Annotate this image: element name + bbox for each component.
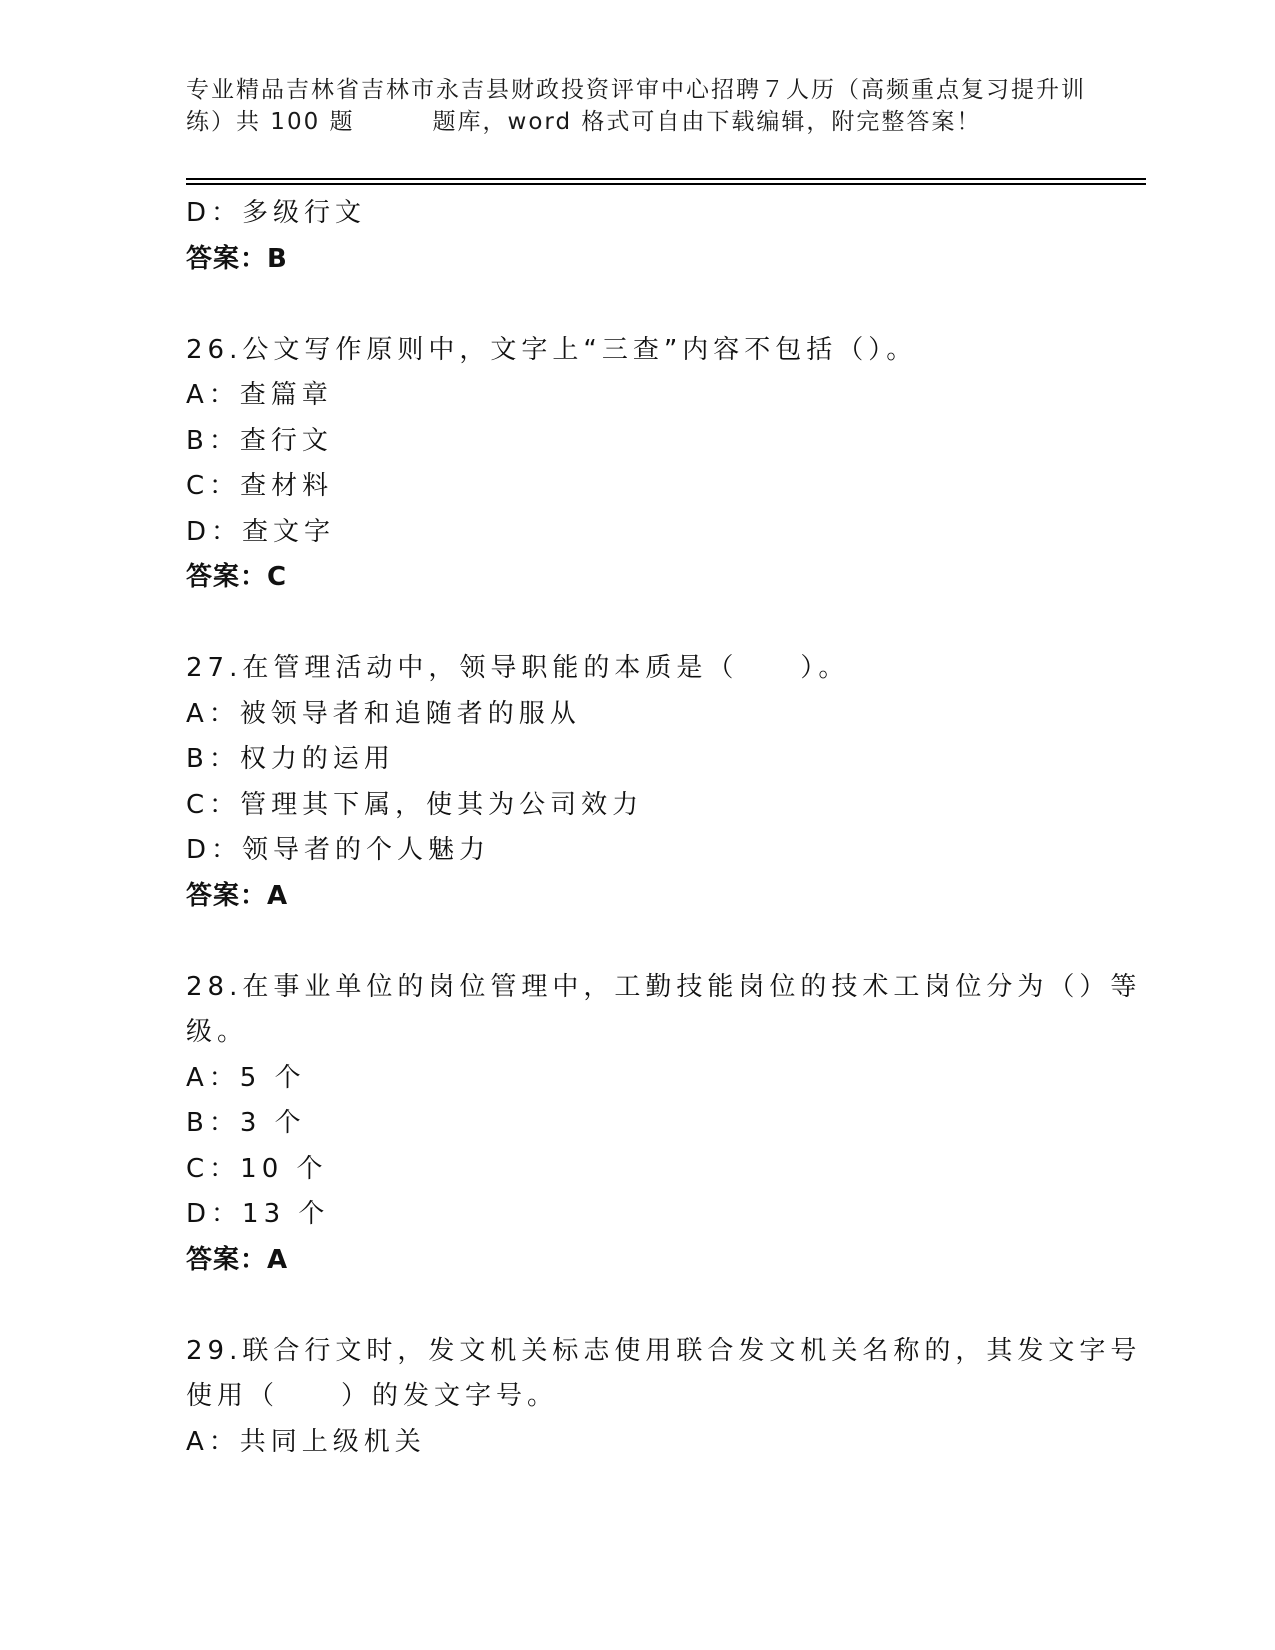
option-a: A：共同上级机关 — [186, 1426, 426, 1457]
question-text: 26.公文写作原则中，文字上“三查”内容不包括（）。 — [186, 334, 918, 365]
option-b: B：3 个 — [186, 1108, 306, 1138]
answer: 答案：A — [186, 1244, 289, 1275]
header-line-2-part-2: 题库，word 格式可自由下载编辑，附完整答案！ — [432, 109, 982, 135]
option-a: A：查篇章 — [186, 380, 333, 410]
spacer — [186, 919, 1086, 965]
option-b: B：查行文 — [186, 425, 333, 456]
option-b: B：权力的运用 — [186, 744, 395, 774]
spacer — [186, 1283, 1086, 1329]
option-a: A：被领导者和追随者的服从 — [186, 698, 581, 729]
answer: 答案：C — [186, 562, 288, 592]
answer: 答案：A — [186, 880, 289, 911]
option-a: A：5 个 — [186, 1062, 306, 1093]
header-line-1: 专业精品吉林省吉林市永吉县财政投资评审中心招聘７人历（高频重点复习提升训 — [186, 77, 1086, 103]
option-d: D：查文字 — [186, 516, 336, 547]
question-text-line-2: 使用（ ）的发文字号。 — [186, 1381, 559, 1411]
spacer — [186, 601, 1086, 647]
header-line-2-part-1: 练）共 100 题 — [186, 109, 355, 135]
option-d: D：13 个 — [186, 1199, 330, 1229]
question-list — [186, 191, 1142, 1465]
question-28 — [186, 965, 1142, 1284]
question-27 — [186, 646, 1086, 919]
question-text: 27.在管理活动中，领导职能的本质是（ ）。 — [186, 653, 850, 683]
question-26 — [186, 328, 1086, 601]
page-header — [186, 74, 1146, 138]
header-divider-top — [186, 178, 1146, 180]
header-line-2 — [186, 106, 1146, 138]
spacer — [186, 282, 1086, 328]
question-text-line-2: 级。 — [186, 1017, 249, 1047]
header-divider-bottom — [186, 183, 1146, 185]
question-text-line-1: 28.在事业单位的岗位管理中，工勤技能岗位的技术工岗位分为（）等 — [186, 971, 1142, 1002]
question-29 — [186, 1329, 1142, 1466]
option-c: C：10 个 — [186, 1153, 328, 1184]
prev-answer: 答案：B — [186, 243, 288, 274]
option-d: D：领导者的个人魅力 — [186, 835, 491, 865]
option-c: C：查材料 — [186, 471, 334, 501]
option-c: C：管理其下属，使其为公司效力 — [186, 789, 644, 820]
prev-option-d: D：多级行文 — [186, 198, 367, 228]
question-text-line-1: 29.联合行文时，发文机关标志使用联合发文机关名称的，其发文字号 — [186, 1335, 1142, 1366]
